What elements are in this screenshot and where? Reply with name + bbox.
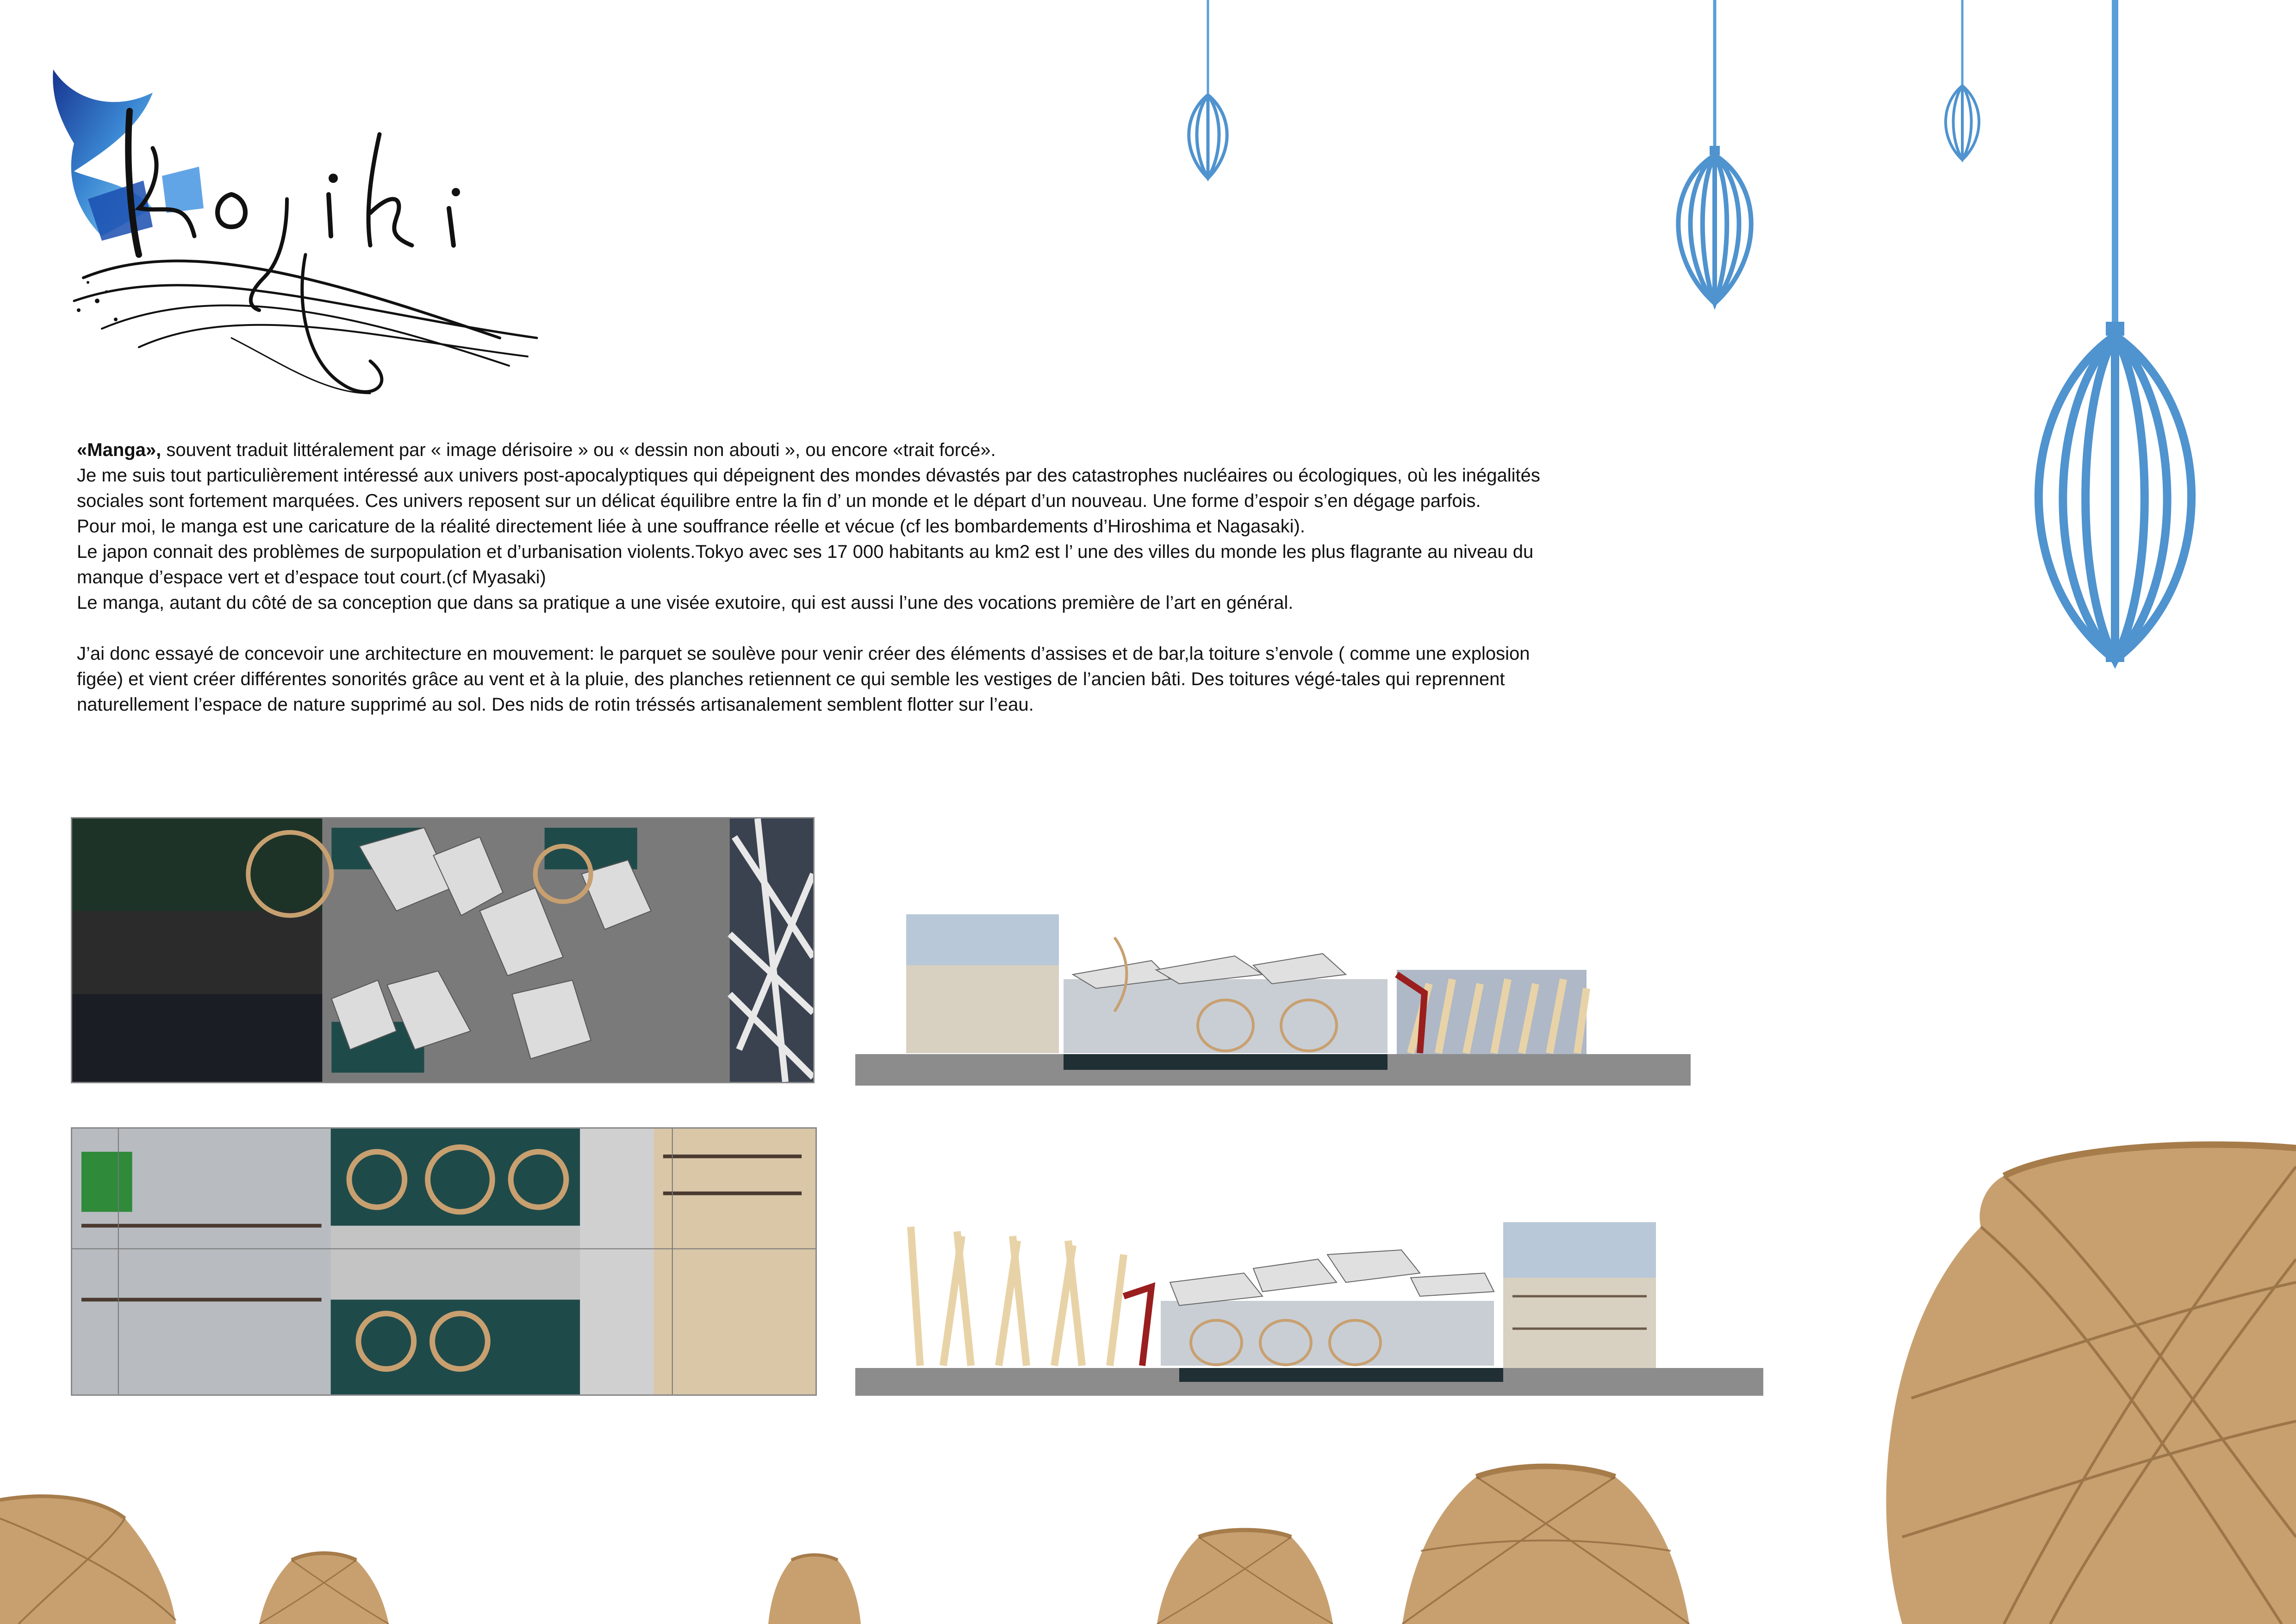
intro-paragraph-4: Le japon connait des problèmes de surpopulation et d’urbanisation violents.Tokyo avec ses 17 000 habitants au km2 est l’ une des villes du monde les plus flagrante au niveau du manque d’espace vert et d’espace tout court.(cf Myasaki): [77, 542, 1534, 587]
pendant-lamp-large: [2009, 0, 2221, 667]
intro-line-1: souvent traduit littéralement par « image dérisoire » ou « dessin non abouti », ou encore «trait forcé».: [161, 440, 996, 460]
floor-plan-render: [71, 1127, 817, 1396]
rattan-basket-left-edge: [0, 1481, 185, 1624]
rattan-basket-bottom-2: [768, 1549, 861, 1624]
rattan-basket-bottom-3: [1157, 1523, 1333, 1624]
elevation-render-1: [855, 910, 1691, 1086]
roof-plan-render: [71, 817, 815, 1083]
intro-paragraph-5: Le manga, autant du côté de sa conception que dans sa pratique a une visée exutoire, qui est aussi l’une des vocations première de l’art en général.: [77, 593, 1294, 613]
intro-paragraph-6: J’ai donc essayé de concevoir une architecture en mouvement: le parquet se soulève pour venir créer des éléments d’assises et de bar,la toiture s’envole ( comme une explosion figée) et vient créer différentes sonorités grâce au vent et à la pluie, des planches retiennent ce qui semble les vestiges de l’ancien bâti. Des toitures végé-tales qui reprennent naturellement l’espace de nature supprimé au sol. Des nids de rotin tréssés artisanalement semblent flotter sur l’eau.: [77, 643, 1530, 715]
intro-paragraph-1: [77, 437, 1549, 463]
pendant-lamp-small-2: [1935, 0, 1990, 167]
pendant-lamp-small-1: [1176, 0, 1240, 185]
intro-paragraph-3: Pour moi, le manga est une caricature de la réalité directement liée à une souffrance réelle et vécue (cf les bombardements d’Hiroshima et Nagasaki).: [77, 516, 1305, 537]
rattan-basket-bottom-4: [1402, 1458, 1689, 1624]
intro-paragraph-2: Je me suis tout particulièrement intéressé aux univers post-apocalyptiques qui dépeignent des mondes dévastés par des catastrophes nucléaires ou écologiques, où les inégalités sociales sont fortement marquées. Ces univers reposent sur un délicat équilibre entre la fin d’ un monde et le départ d’un nouveau. Une forme d’espoir s’en dégage parfois.: [77, 465, 1540, 511]
manga-term: «Manga»,: [77, 440, 162, 460]
elevation-render-2: [855, 1218, 1763, 1396]
rattan-basket-bottom-1: [259, 1546, 389, 1624]
intro-text: [77, 437, 1549, 718]
kojiki-calligraphy-logo: [46, 60, 555, 403]
pendant-lamp-medium: [1661, 0, 1768, 310]
rattan-basket-large-right: [1865, 1120, 2296, 1624]
